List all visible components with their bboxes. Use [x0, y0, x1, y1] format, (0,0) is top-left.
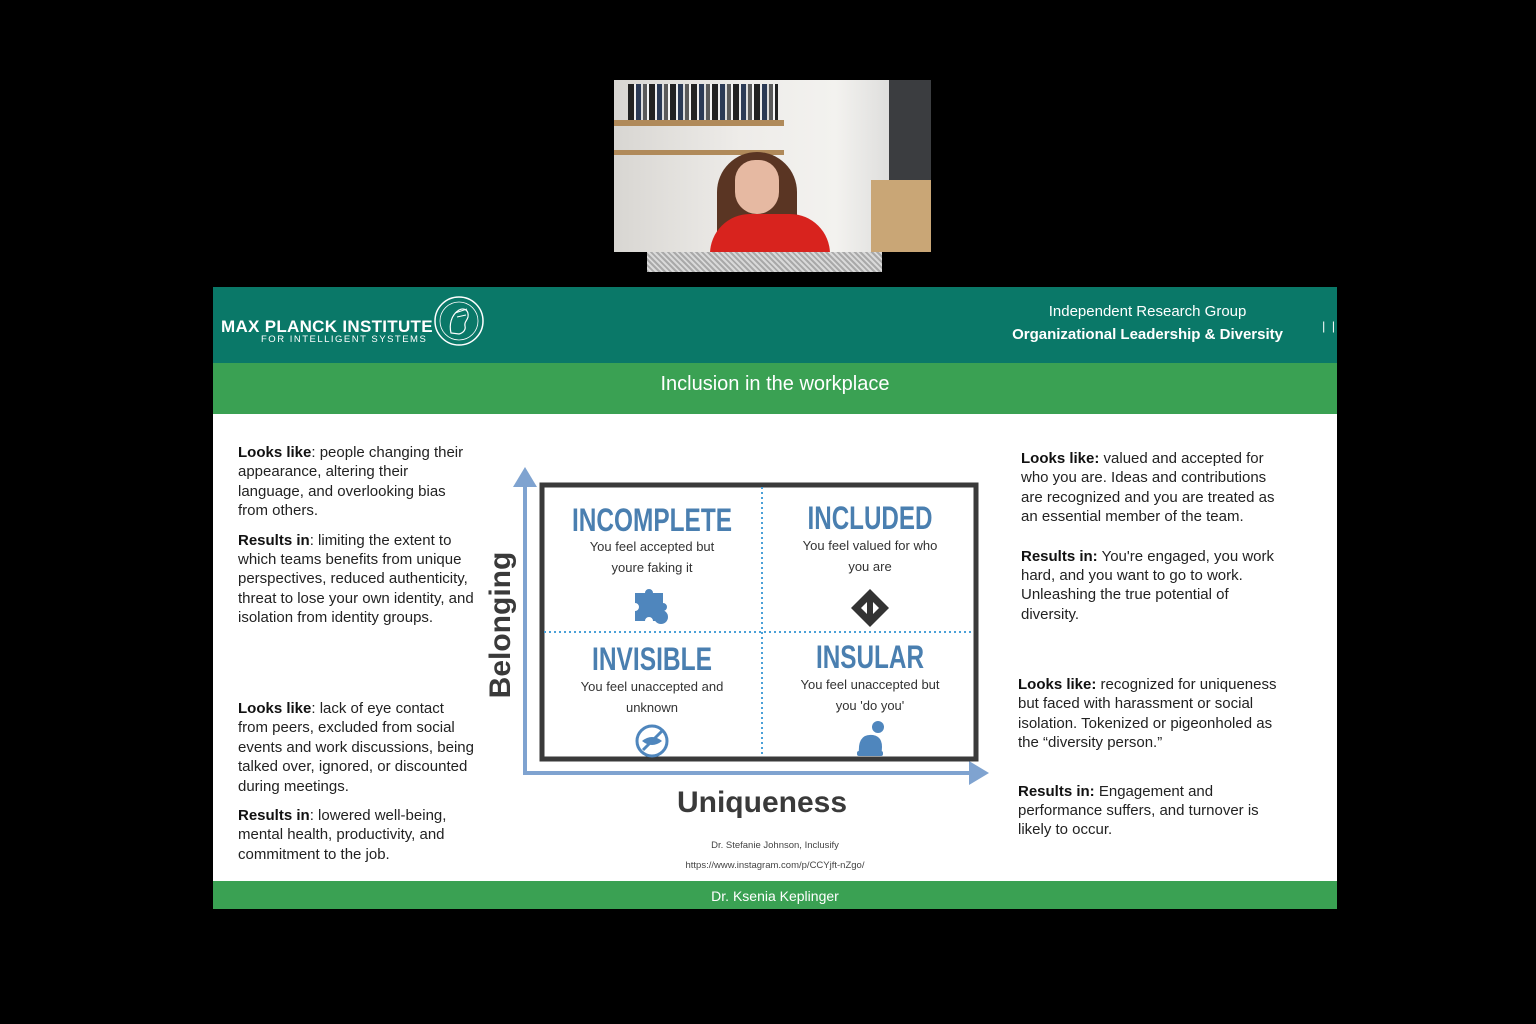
- insular-title: INSULAR: [816, 639, 924, 675]
- shared-slide: [213, 287, 1337, 909]
- research-group: [1012, 303, 1283, 343]
- invisible-title: INVISIBLE: [592, 641, 712, 677]
- invisible-line-1: You feel unaccepted and: [580, 679, 724, 694]
- credit-url[interactable]: https://www.instagram.com/p/CCYjft-nZgo/: [685, 860, 865, 871]
- credit-author: Dr. Stefanie Johnson, Inclusify: [711, 840, 839, 851]
- looks-like-label: Looks like:: [1018, 676, 1097, 693]
- results-in-text: : lowered well-being, mental health, productivity, and commitment to the job.: [238, 807, 447, 863]
- insular-description: [1018, 675, 1280, 850]
- incomplete-line-1: You feel accepted but: [589, 539, 715, 554]
- results-in-text: You're engaged, you work hard, and you want to go to work. Unleashing the true potential of diversity.: [1021, 547, 1275, 623]
- video-name-bar: [647, 252, 882, 272]
- desk: [871, 180, 931, 252]
- looks-like-text: : people changing their appearance, altering their language, and overlooking bias from others.: [238, 444, 464, 520]
- results-in-label: Results in:: [1018, 782, 1095, 800]
- included-line-2: you are: [848, 559, 892, 574]
- insular-line-1: You feel unaccepted but: [800, 677, 940, 692]
- x-axis-arrow-icon: [969, 761, 989, 785]
- looks-like-text: valued and accepted for who you are. Ideas and contributions are recognized and you are treated as an essential member of the team.: [1021, 450, 1275, 526]
- header-divider-marks: | |: [1322, 319, 1335, 333]
- institute-name: MAX PLANCK INSTITUTE: [221, 317, 433, 336]
- x-axis-label: Uniqueness: [676, 786, 848, 819]
- looks-like-label: Looks like: [238, 444, 312, 461]
- invisible-line-2: unknown: [625, 700, 679, 715]
- included-line-1: You feel valued for who: [802, 538, 938, 553]
- y-axis-label: Belonging: [484, 551, 517, 699]
- slide-title: Inclusion in the workplace: [660, 373, 890, 395]
- looks-like-label: Looks like:: [1021, 450, 1100, 467]
- bookshelf: [628, 84, 778, 120]
- presenter-name: Dr. Ksenia Keplinger: [711, 888, 839, 904]
- institute-logo: [221, 317, 433, 345]
- incomplete-title: INCOMPLETE: [572, 502, 732, 538]
- minerva-seal-icon: [433, 295, 485, 347]
- institute-subtitle: FOR INTELLIGENT SYSTEMS: [261, 334, 428, 345]
- inclusion-matrix: [475, 465, 995, 825]
- results-in-label: Results in: [238, 807, 310, 825]
- speaker-face: [735, 160, 779, 214]
- results-in-label: Results in:: [1021, 547, 1098, 565]
- sitting-person-icon: [857, 721, 884, 756]
- source-credit: [213, 840, 1337, 880]
- looks-like-text: : lack of eye contact from peers, excluded from social events and work discussions, being talked over, ignored, or discounted during meetings.: [238, 700, 474, 795]
- y-axis-arrow-icon: [513, 467, 537, 487]
- results-in-text: Engagement and performance suffers, and turnover is likely to occur.: [1018, 782, 1259, 839]
- included-title: INCLUDED: [807, 500, 933, 536]
- results-in-label: Results in: [238, 531, 310, 549]
- shelf: [614, 120, 784, 126]
- insular-line-2: you 'do you': [835, 698, 905, 713]
- group-line-1: Independent Research Group: [1048, 303, 1247, 320]
- incomplete-line-2: youre faking it: [611, 560, 693, 575]
- looks-like-text: recognized for uniqueness but faced with harassment or social isolation. Tokenized or pigeonholed as the “diversity person.”: [1018, 676, 1277, 752]
- eye-slash-icon: [637, 726, 667, 756]
- results-in-text: : limiting the extent to which teams benefits from unique perspectives, reduced authenticity, threat to lose your own identity, and isolation from identity groups.: [238, 531, 474, 627]
- interlocking-hands-icon: [851, 589, 889, 627]
- incomplete-description: [238, 443, 478, 638]
- looks-like-label: Looks like: [238, 700, 312, 717]
- puzzle-icon: [635, 589, 668, 624]
- participant-video[interactable]: [614, 80, 931, 252]
- included-description: [1021, 449, 1276, 634]
- speaker-body: [710, 214, 830, 252]
- group-line-2: Organizational Leadership & Diversity: [1012, 326, 1283, 343]
